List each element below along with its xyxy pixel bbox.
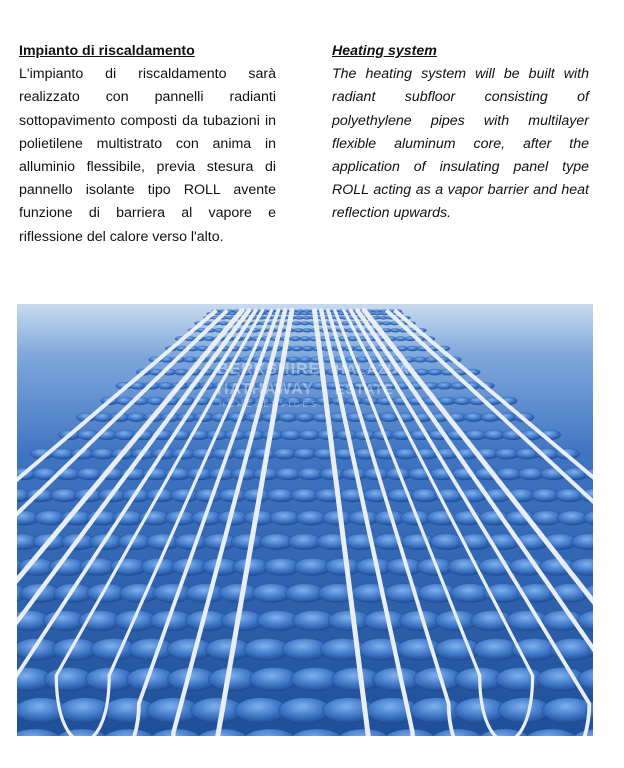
floor-heating-photo (17, 304, 593, 736)
italian-heading: Impianto di riscaldamento (19, 43, 195, 59)
watermark-line2b: ESTATE (335, 381, 395, 397)
watermark-line1: BERKSHIRE (217, 361, 321, 378)
english-heading: Heating system (332, 43, 437, 59)
watermark-line1b: HALAZUA (335, 361, 410, 377)
watermark-line3: HOMESERVICES (219, 400, 320, 409)
watermark-line2: HATHAWAY (217, 381, 314, 398)
italian-body: L'impianto di riscaldamento sarà realizzato con pannelli radianti sottopavimento composti da tubazioni in polietilene multistrato con anima in alluminio flessibile, previa stesura di pannello isolante tipo ROLL avente funzione di barriera al vapore e riflessione del calore verso l'alto. (19, 66, 276, 245)
english-column (332, 40, 589, 226)
english-body: The heating system will be built with radiant subfloor consisting of polyethylene pipes with multilayer flexible aluminum core, after the application of insulating panel type ROLL acting as a vapor barrier and heat reflection upwards. (332, 66, 589, 222)
italian-column (19, 40, 276, 249)
